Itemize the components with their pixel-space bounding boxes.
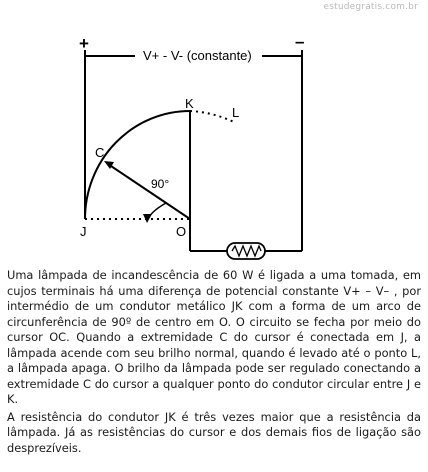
- point-label-o: O: [176, 224, 187, 239]
- point-label-k: K: [185, 96, 194, 111]
- point-label-c: C: [95, 145, 105, 160]
- angle-arc-arrowhead: [143, 214, 152, 223]
- voltage-label: V+ - V- (constante): [143, 48, 252, 63]
- problem-text: [7, 268, 421, 456]
- cursor-oc: [108, 164, 190, 219]
- minus-sign: –: [295, 32, 305, 51]
- plus-sign: +: [79, 34, 89, 53]
- dotted-arc-kl: [190, 111, 234, 122]
- lamp-resistor: [227, 243, 265, 259]
- point-label-j: J: [80, 224, 87, 239]
- angle-label: 90°: [151, 177, 170, 191]
- watermark: estudegratis.com.br: [323, 2, 418, 12]
- point-label-l: L: [232, 105, 240, 120]
- paragraph-1: Uma lâmpada de incandescência de 60 W é ligada a uma tomada, em cujos terminais há uma diferença de potencial constante V+ – V– , por intermédio de um condutor metálico JK com a forma de um arco de circunferência de 90º de centro em O. O circuito se fecha por meio do cursor OC. Quando a extremidade C do cursor é conectada em J, a lâmpada acende com seu brilho normal, quando é levado até o ponto L, a lâmpada apaga. O brilho da lâmpada pode ser regulado conectando a extremidade C do cursor a qualquer ponto do condutor circular entre J e K.: [7, 268, 421, 406]
- paragraph-2: A resistência do condutor JK é três vezes maior que a resistência da lâmpada. Já as resistências do cursor e dos demais fios de ligação são desprezíveis.: [7, 409, 421, 455]
- arc-jk: [85, 111, 190, 219]
